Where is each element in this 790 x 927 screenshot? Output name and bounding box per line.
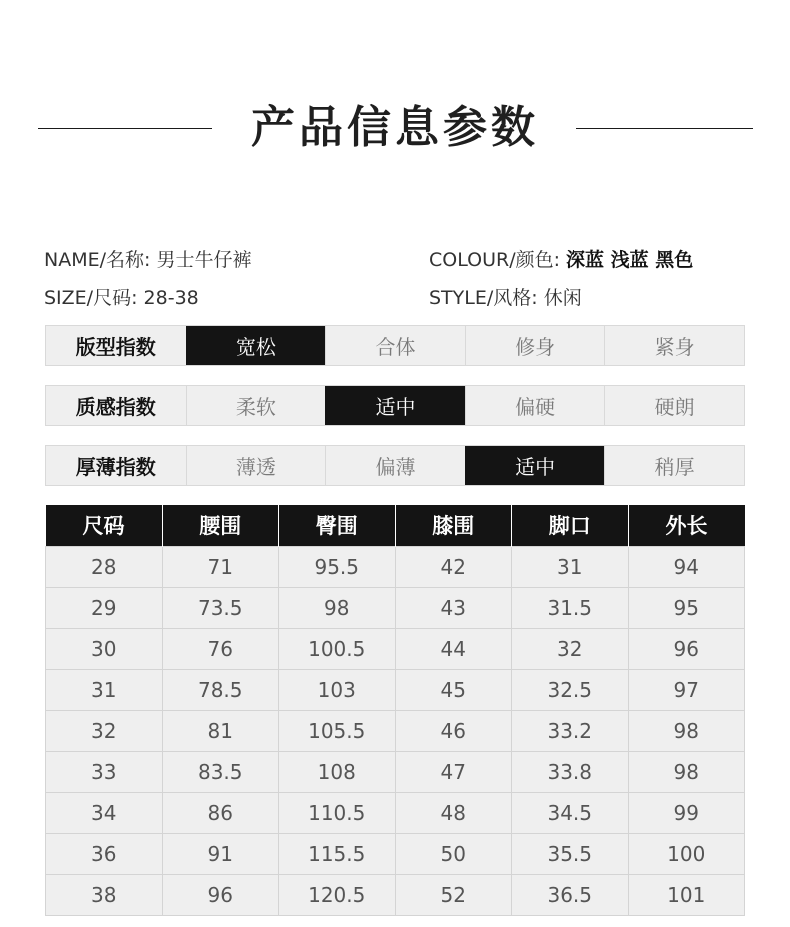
table-cell: 32	[512, 628, 629, 669]
table-cell: 101	[628, 874, 745, 915]
table-cell: 95	[628, 587, 745, 628]
thickness-option: 稍厚	[604, 446, 744, 485]
fit-option-selected: 宽松	[186, 326, 326, 365]
table-cell: 44	[395, 628, 512, 669]
table-cell: 120.5	[279, 874, 396, 915]
table-cell: 78.5	[162, 669, 279, 710]
thickness-option-selected: 适中	[465, 446, 605, 485]
table-cell: 100	[628, 833, 745, 874]
table-cell: 100.5	[279, 628, 396, 669]
texture-option: 柔软	[186, 386, 326, 425]
column-header: 尺码	[46, 505, 163, 546]
table-cell: 98	[279, 587, 396, 628]
table-cell: 73.5	[162, 587, 279, 628]
thickness-index-label: 厚薄指数	[75, 455, 156, 479]
table-row	[46, 833, 745, 874]
table-cell: 32.5	[512, 669, 629, 710]
table-cell: 95.5	[279, 546, 396, 587]
texture-option-selected: 适中	[325, 386, 465, 425]
colour-label: COLOUR/颜色:	[429, 249, 560, 271]
page-title: 产品信息参数	[251, 102, 539, 153]
texture-index-label: 质感指数	[75, 395, 156, 419]
table-cell: 98	[628, 751, 745, 792]
fit-option: 修身	[465, 326, 605, 365]
table-cell: 83.5	[162, 751, 279, 792]
table-row	[46, 751, 745, 792]
product-colour	[429, 248, 693, 272]
table-cell: 76	[162, 628, 279, 669]
table-cell: 38	[46, 874, 163, 915]
table-cell: 35.5	[512, 833, 629, 874]
table-cell: 36	[46, 833, 163, 874]
table-cell: 33	[46, 751, 163, 792]
table-cell: 97	[628, 669, 745, 710]
product-style	[429, 286, 582, 310]
table-cell: 96	[628, 628, 745, 669]
column-header: 外长	[628, 505, 745, 546]
table-cell: 50	[395, 833, 512, 874]
table-cell: 42	[395, 546, 512, 587]
title-divider-right	[576, 128, 753, 129]
column-header: 脚口	[512, 505, 629, 546]
table-cell: 108	[279, 751, 396, 792]
table-cell: 29	[46, 587, 163, 628]
table-cell: 96	[162, 874, 279, 915]
table-cell: 98	[628, 710, 745, 751]
size-chart-table	[45, 505, 745, 916]
table-row	[46, 546, 745, 587]
thickness-option: 偏薄	[325, 446, 465, 485]
fit-index-label: 版型指数	[75, 335, 156, 359]
table-row	[46, 587, 745, 628]
thickness-index-row	[45, 445, 745, 486]
title-row	[0, 90, 790, 170]
table-cell: 94	[628, 546, 745, 587]
table-cell: 81	[162, 710, 279, 751]
texture-option: 硬朗	[604, 386, 744, 425]
name-value: 男士牛仔裤	[156, 249, 252, 271]
table-cell: 115.5	[279, 833, 396, 874]
table-cell: 34.5	[512, 792, 629, 833]
table-cell: 33.8	[512, 751, 629, 792]
table-cell: 71	[162, 546, 279, 587]
table-cell: 34	[46, 792, 163, 833]
name-label: NAME/名称:	[44, 249, 151, 271]
table-cell: 31	[46, 669, 163, 710]
texture-option: 偏硬	[465, 386, 605, 425]
style-value: 休闲	[543, 287, 582, 309]
fit-option: 合体	[325, 326, 465, 365]
column-header: 腰围	[162, 505, 279, 546]
table-cell: 47	[395, 751, 512, 792]
fit-index-row	[45, 325, 745, 366]
table-row	[46, 710, 745, 751]
table-cell: 32	[46, 710, 163, 751]
table-cell: 110.5	[279, 792, 396, 833]
column-header: 臀围	[279, 505, 396, 546]
size-label: SIZE/尺码:	[44, 287, 138, 309]
product-name	[44, 248, 251, 272]
table-row	[46, 792, 745, 833]
table-row	[46, 874, 745, 915]
table-cell: 99	[628, 792, 745, 833]
table-cell: 33.2	[512, 710, 629, 751]
table-row	[46, 628, 745, 669]
table-cell: 103	[279, 669, 396, 710]
style-label: STYLE/风格:	[429, 287, 538, 309]
table-cell: 91	[162, 833, 279, 874]
colour-value: 深蓝 浅蓝 黑色	[566, 249, 694, 271]
table-cell: 31	[512, 546, 629, 587]
table-cell: 28	[46, 546, 163, 587]
table-header-row	[46, 505, 745, 546]
table-cell: 52	[395, 874, 512, 915]
product-size	[44, 286, 199, 310]
table-cell: 31.5	[512, 587, 629, 628]
table-cell: 46	[395, 710, 512, 751]
size-value: 28-38	[143, 287, 199, 309]
texture-index-row	[45, 385, 745, 426]
table-cell: 30	[46, 628, 163, 669]
table-cell: 48	[395, 792, 512, 833]
table-cell: 86	[162, 792, 279, 833]
column-header: 膝围	[395, 505, 512, 546]
table-cell: 45	[395, 669, 512, 710]
table-row	[46, 669, 745, 710]
table-cell: 43	[395, 587, 512, 628]
fit-option: 紧身	[604, 326, 744, 365]
table-cell: 105.5	[279, 710, 396, 751]
thickness-option: 薄透	[186, 446, 326, 485]
table-cell: 36.5	[512, 874, 629, 915]
